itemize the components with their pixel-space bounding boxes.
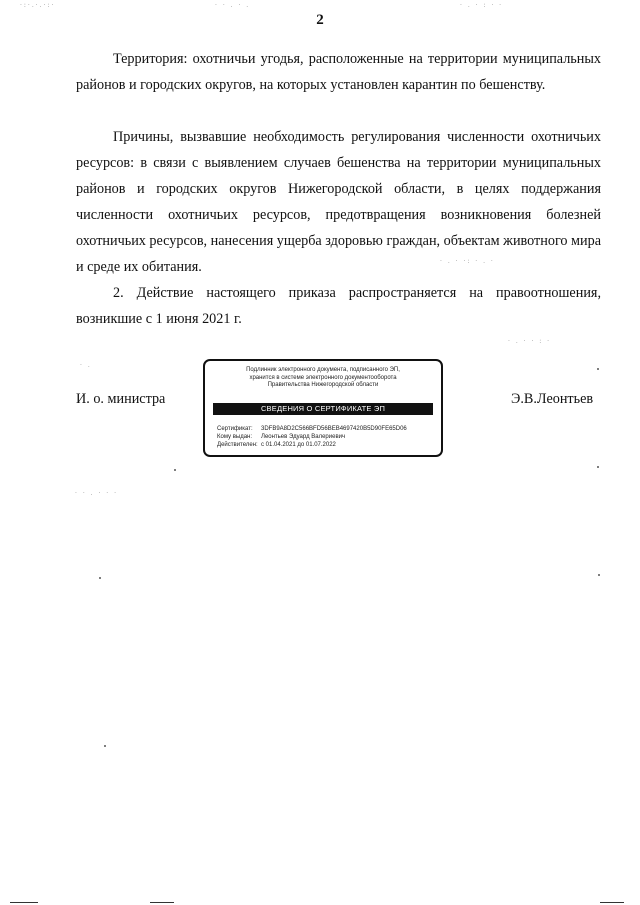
stamp-note-line: хранится в системе электронного документооборота [249,374,397,381]
scan-edge-line [600,902,624,903]
stamp-note [205,367,441,390]
electronic-signature-stamp [203,359,443,457]
signatory-position: И. о. министра [76,391,166,407]
scan-speck [174,469,176,471]
scan-speck [597,466,599,468]
scan-edge-line [10,902,38,903]
paragraph-effect-text: 2. Действие настоящего приказа распространяется на правоотношения, возникшие с 1 июня 2021 г. [76,285,601,327]
stamp-band: СВЕДЕНИЯ О СЕРТИФИКАТЕ ЭП [213,403,433,415]
stamp-valid-row [217,441,407,449]
stamp-certificate-row [217,425,407,433]
scan-edge-line [150,902,174,903]
stamp-valid-value: с 01.04.2021 до 01.07.2022 [261,442,336,448]
stamp-details [217,425,407,449]
scan-speck [99,577,101,579]
stamp-certificate-value: 3DFB9A8D2C566BFD56BEB4697420B5D90FE65D06 [261,426,407,432]
stamp-issued-value: Леонтьев Эдуард Валериевич [261,434,346,440]
scan-speck [104,745,106,747]
scan-noise: · . · ·: · . · [440,258,495,265]
paragraph-territory-text: Территория: охотничьи угодья, расположенные на территории муниципальных районов и городских округов, на которых установлен карантин по бешенству. [76,51,601,93]
signatory-name: Э.В.Леонтьев [511,391,594,407]
scan-noise: · . · · : · [508,338,552,345]
scan-noise: ·:·.·.·:· [20,2,56,9]
stamp-issued-row [217,433,407,441]
scan-speck [598,574,600,576]
scan-noise: · . [80,362,92,369]
scan-speck [597,368,599,370]
paragraph-reasons-text: Причины, вызвавшие необходимость регулирования численности охотничьих ресурсов: в связи с выявлением случаев бешенства на территории муниципальных районов и городских округов Нижегородской области, в целях поддержания численности охотничьих ресурсов, предотвращения возникновения болезней охотничьих ресурсов, нанесения ущерба здоровью граждан, объектам животного мира и среде их обитания. [76,129,602,275]
stamp-issued-label: Кому выдан: [217,434,253,440]
stamp-certificate-label: Сертификат: [217,426,253,432]
stamp-note-line: Правительства Нижегородской области [267,382,379,388]
page-number: 2 [316,12,324,28]
paragraph-territory [76,46,601,98]
scan-noise: · · . · · · [75,490,118,497]
scan-noise: · · . · . [215,2,251,9]
scan-noise: · . · : · · [460,2,504,9]
paragraph-reasons [76,124,601,280]
stamp-note-line: Подлинник электронного документа, подписанного ЭП, [246,367,400,373]
stamp-valid-label: Действителен: [217,442,258,448]
paragraph-effect [76,280,601,332]
